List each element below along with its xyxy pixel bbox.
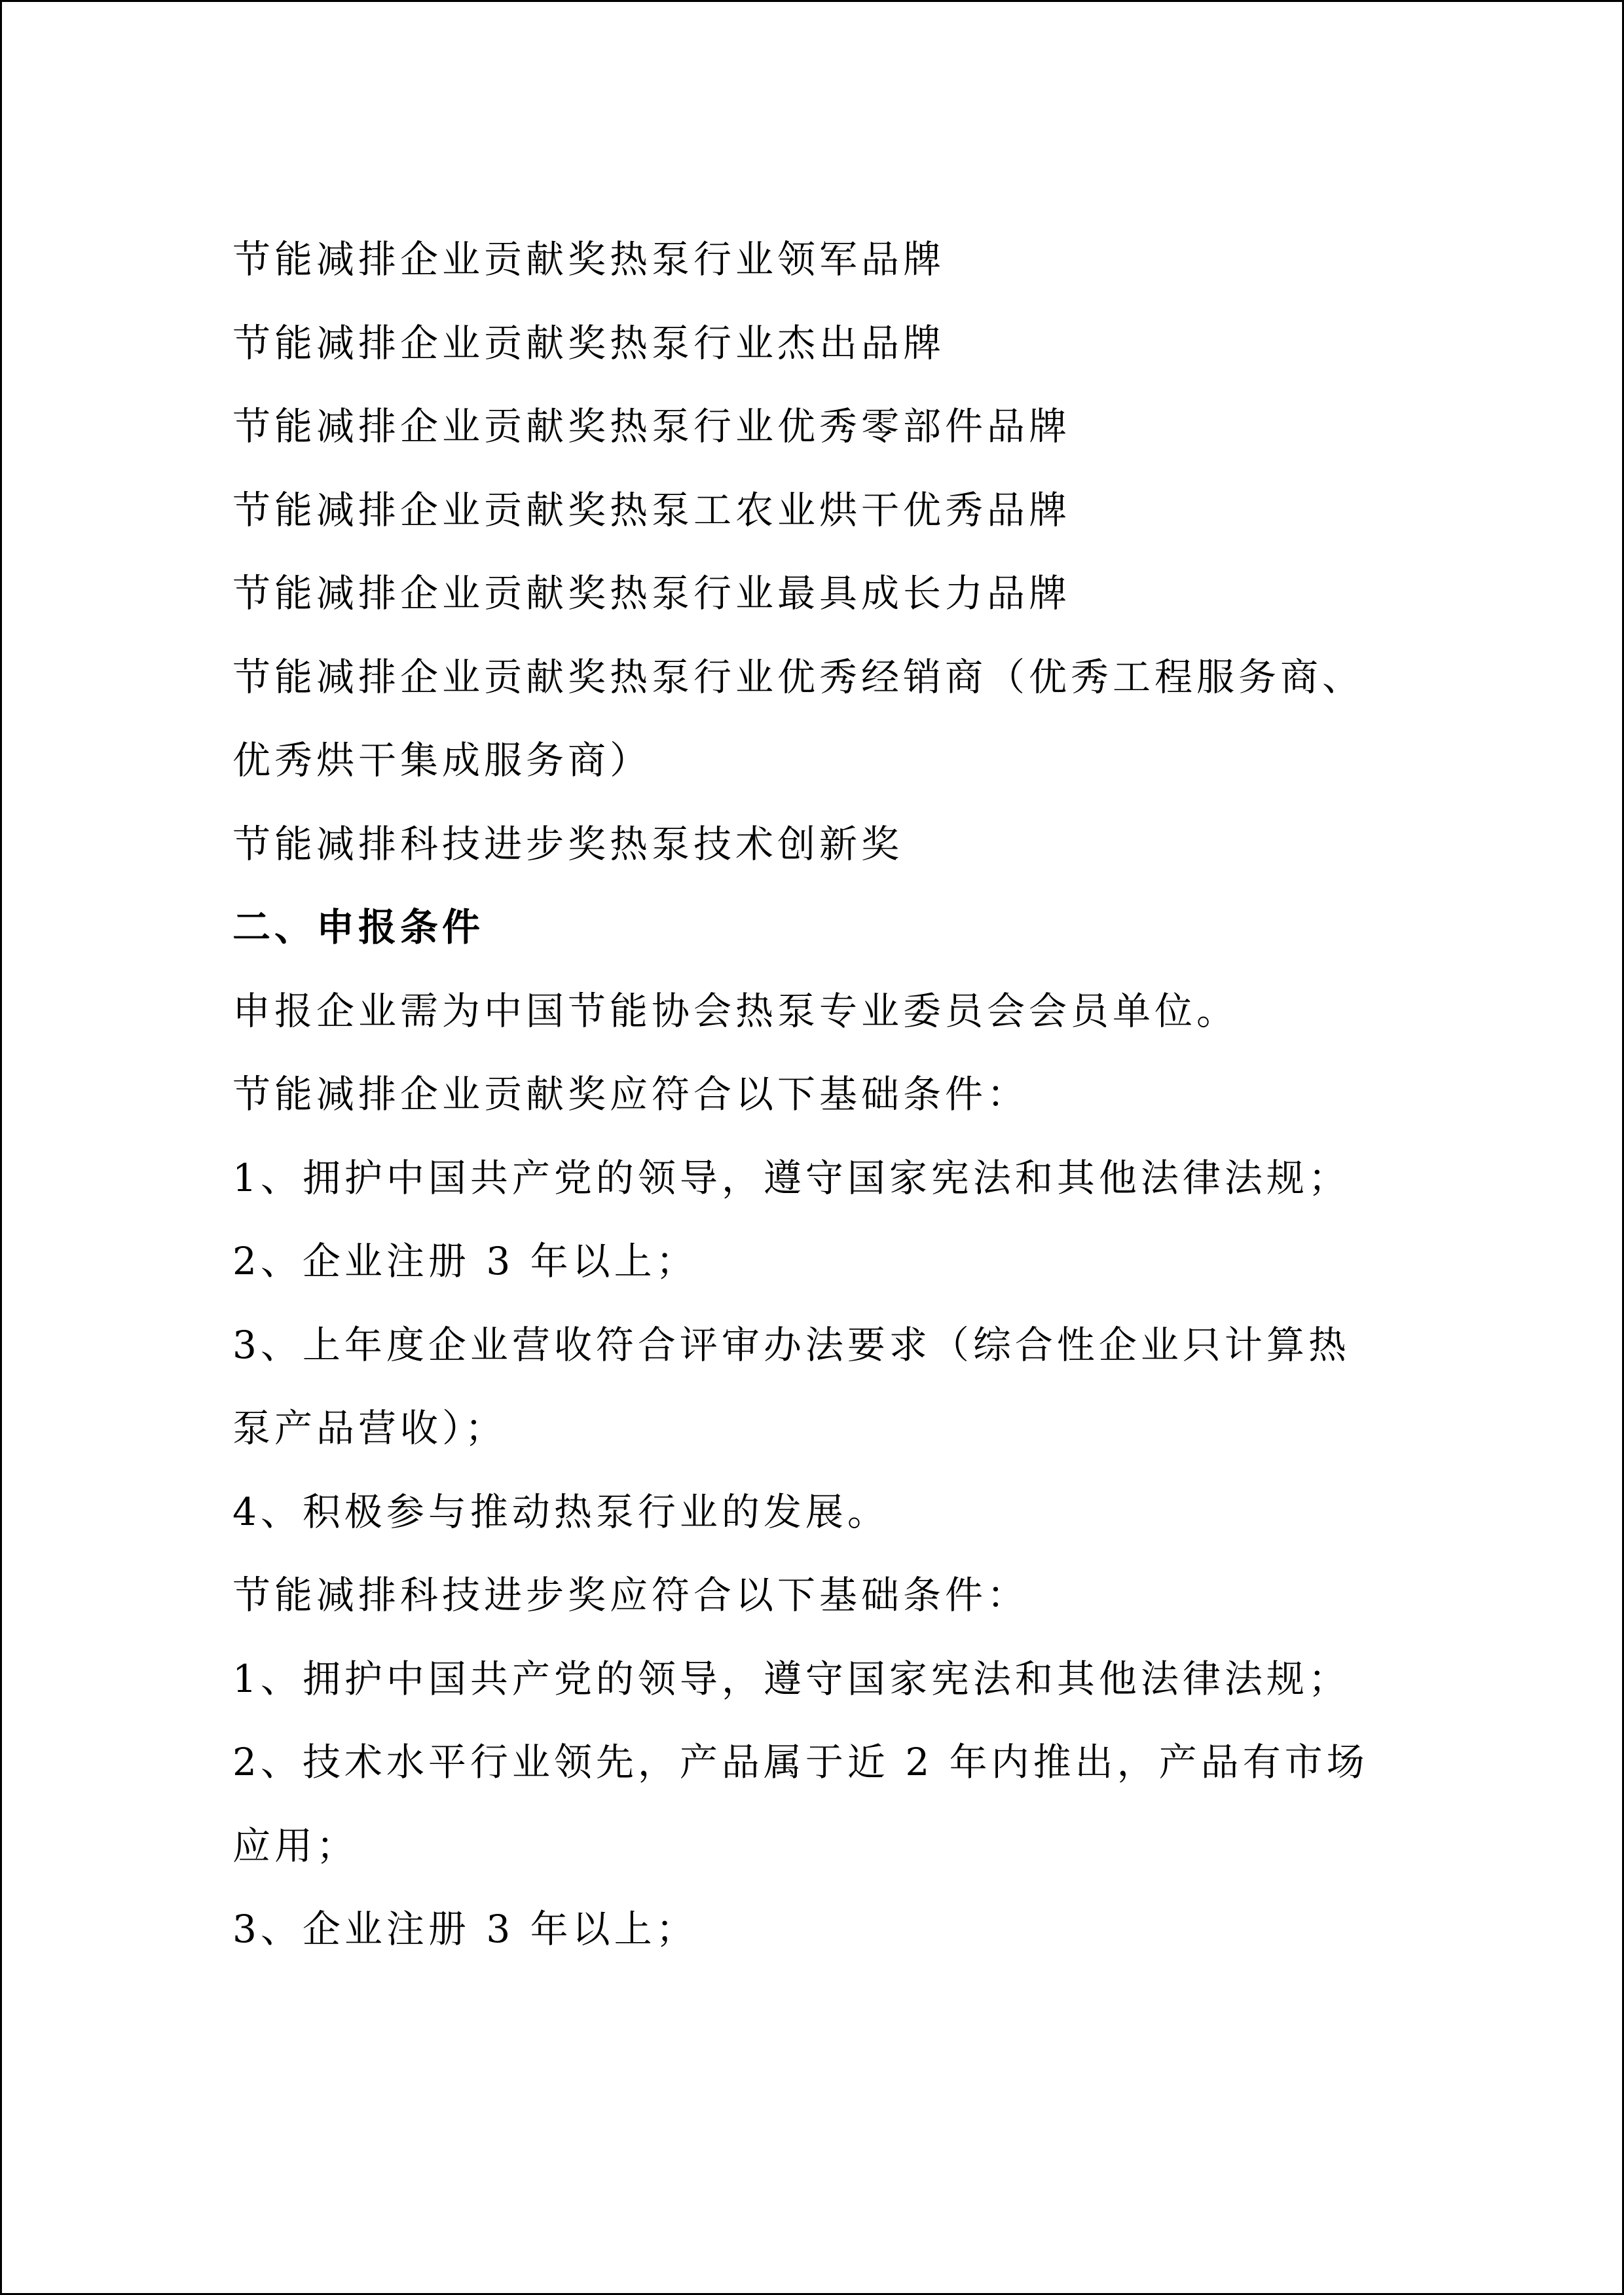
condition-item: 3、企业注册 3 年以上； <box>232 1907 698 1951</box>
award-line: 节能减排企业贡献奖热泵行业领军品牌 <box>232 237 946 282</box>
condition-item: 4、积极参与推动热泵行业的发展。 <box>232 1489 889 1534</box>
condition-item-continued: 泵产品营收）； <box>232 1406 507 1450</box>
membership-requirement: 申报企业需为中国节能协会热泵专业委员会会员单位。 <box>232 988 1239 1033</box>
award-line: 节能减排企业贡献奖热泵行业最具成长力品牌 <box>232 571 1071 615</box>
condition-item-continued: 应用； <box>232 1823 359 1868</box>
award-line-continued: 优秀烘干集成服务商） <box>232 738 652 782</box>
condition-item: 1、拥护中国共产党的领导，遵守国家宪法和其他法律法规； <box>232 1155 1350 1200</box>
condition-item: 2、企业注册 3 年以上； <box>232 1239 698 1283</box>
award-line: 节能减排企业贡献奖热泵行业优秀经销商（优秀工程服务商、 <box>232 654 1365 699</box>
contribution-award-intro: 节能减排企业贡献奖应符合以下基础条件： <box>232 1072 1029 1116</box>
condition-item: 1、拥护中国共产党的领导，遵守国家宪法和其他法律法规； <box>232 1656 1350 1701</box>
award-line: 节能减排企业贡献奖热泵工农业烘干优秀品牌 <box>232 487 1071 532</box>
document-body <box>232 218 1378 1972</box>
condition-item: 3、上年度企业营收符合评审办法要求（综合性企业只计算热 <box>232 1322 1350 1367</box>
award-line: 节能减排企业贡献奖热泵行业杰出品牌 <box>232 320 946 365</box>
section-heading: 二、申报条件 <box>232 905 485 949</box>
technology-award-intro: 节能减排科技进步奖应符合以下基础条件： <box>232 1573 1029 1617</box>
award-line: 节能减排企业贡献奖热泵行业优秀零部件品牌 <box>232 404 1071 449</box>
condition-item: 2、技术水平行业领先，产品属于近 2 年内推出，产品有市场 <box>232 1740 1369 1784</box>
award-line: 节能减排科技进步奖热泵技术创新奖 <box>232 821 904 866</box>
